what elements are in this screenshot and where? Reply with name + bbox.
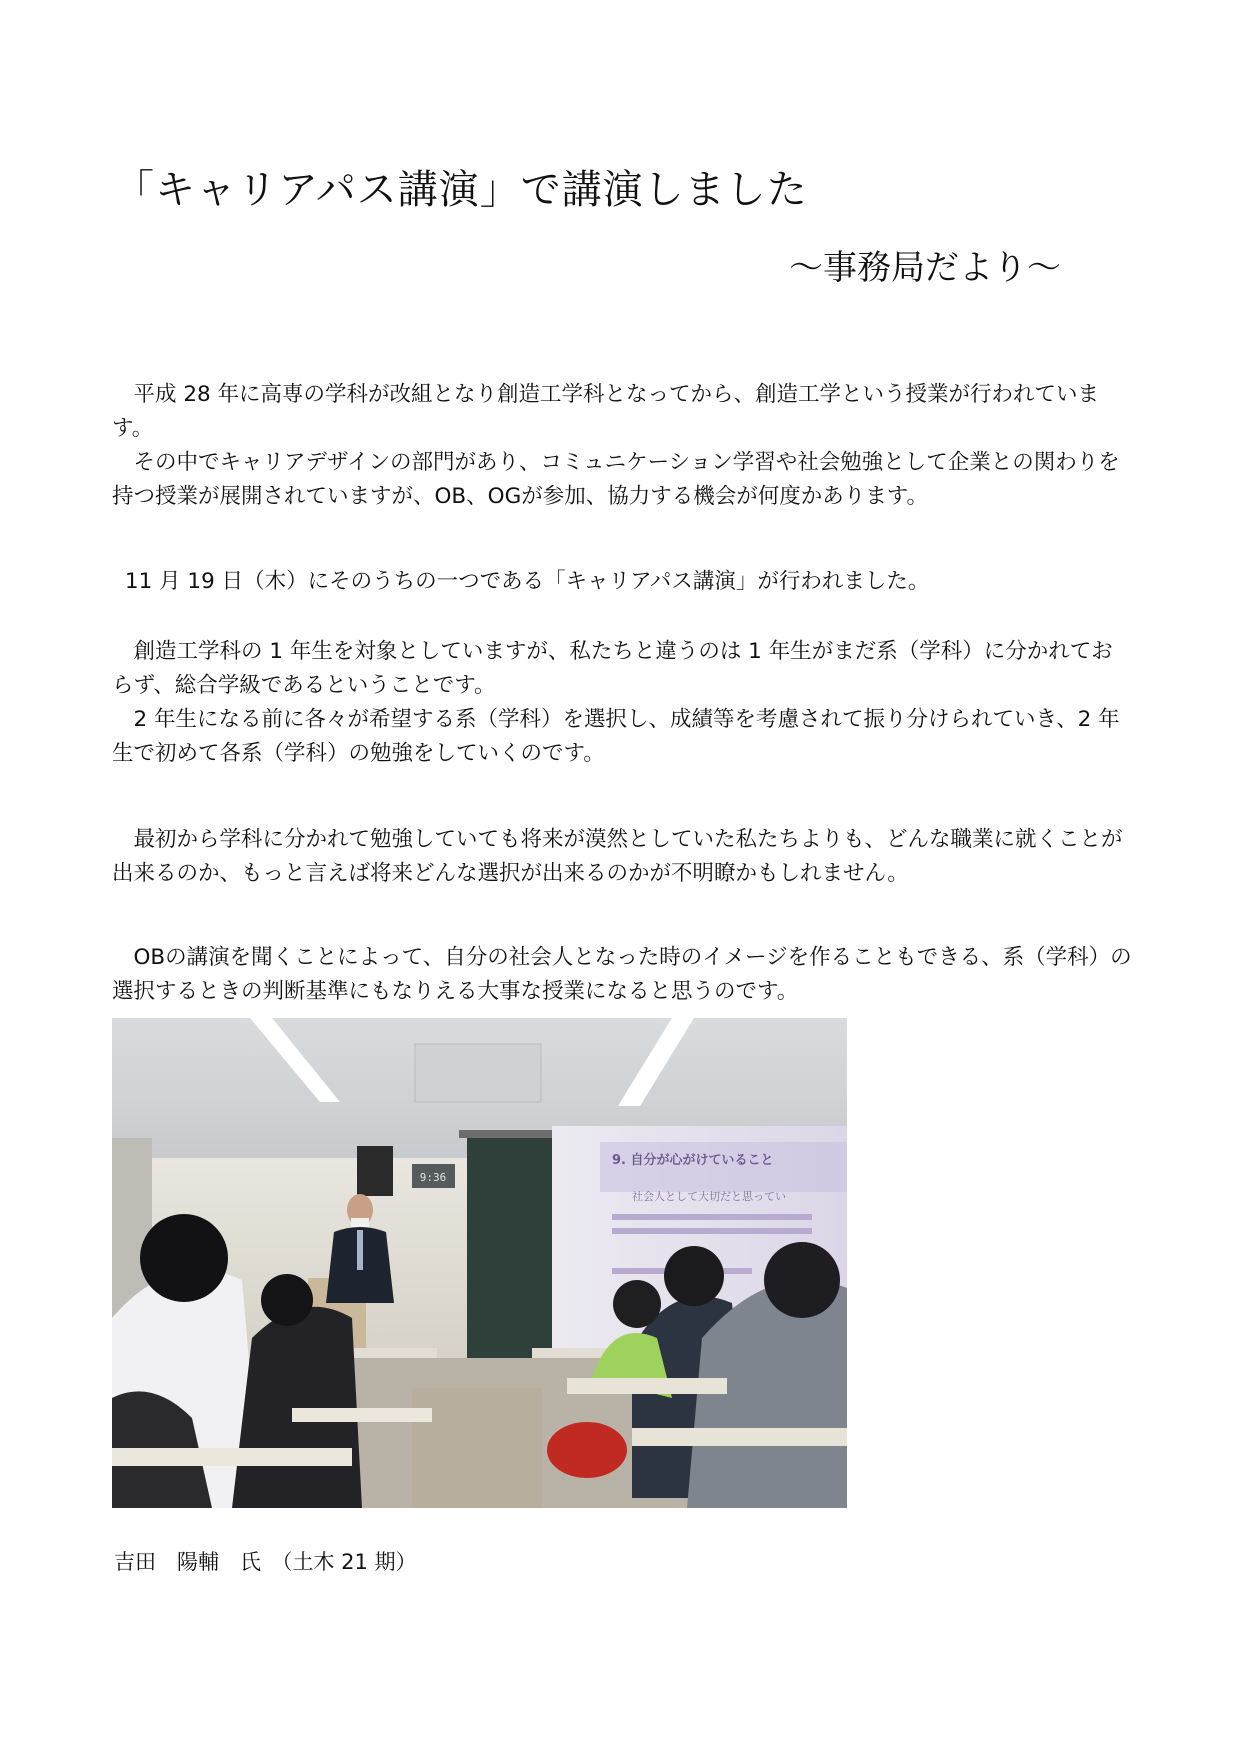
- clock-time: 9:36: [419, 1171, 447, 1184]
- page-title: 「キャリアパス講演」で講演しました: [114, 167, 808, 213]
- blackboard: [467, 1136, 552, 1366]
- paragraph-group: [112, 823, 1132, 891]
- paragraph-group: [112, 941, 1132, 1009]
- photo-caption: 吉田 陽輔 氏 （土木 21 期）: [114, 1550, 417, 1574]
- paragraph: 平成 28 年に高専の学科が改組となり創造工学科となってから、創造工学という授業が行われています。: [112, 382, 1100, 441]
- paragraph: その中でキャリアデザインの部門があり、コミュニケーション学習や社会勉強として企業との関わりを持つ授業が展開されていますが、OB、OGが参加、協力する機会が何度かあります。: [112, 450, 1120, 509]
- paragraph-group: [112, 635, 1132, 771]
- slide-heading: 9. 自分が心がけていること: [612, 1153, 774, 1168]
- slide-line: 社会人として大切だと思ってい: [632, 1190, 786, 1203]
- paragraph: 2 年生になる前に各々が希望する系（学科）を選択し、成績等を考慮されて振り分けられていき、2 年生で初めて各系（学科）の勉強をしていくのです。: [112, 707, 1120, 766]
- paragraph: 創造工学科の 1 年生を対象としていますが、私たちと違うのは 1 年生がまだ系（学科）に分かれておらず、総合学級であるということです。: [112, 639, 1113, 698]
- paragraph: OBの講演を聞くことによって、自分の社会人となった時のイメージを作ることもできる、系（学科）の選択するときの判断基準にもなりえる大事な授業になると思うのです。: [112, 945, 1132, 1004]
- speaker-icon: [357, 1146, 393, 1196]
- page-subtitle: ～事務局だより～: [789, 248, 1061, 288]
- paragraph-group: [112, 565, 1132, 599]
- paragraph-group: [112, 378, 1132, 514]
- paragraph: 11 月 19 日（木）にそのうちの一つである「キャリアパス講演」が行われました。: [124, 569, 930, 594]
- paragraph: 最初から学科に分かれて勉強していても将来が漠然としていた私たちよりも、どんな職業に就くことが出来るのか、もっと言えば将来どんな選択が出来るのかが不明瞭かもしれません。: [112, 827, 1123, 886]
- lecture-photo: [112, 1018, 847, 1508]
